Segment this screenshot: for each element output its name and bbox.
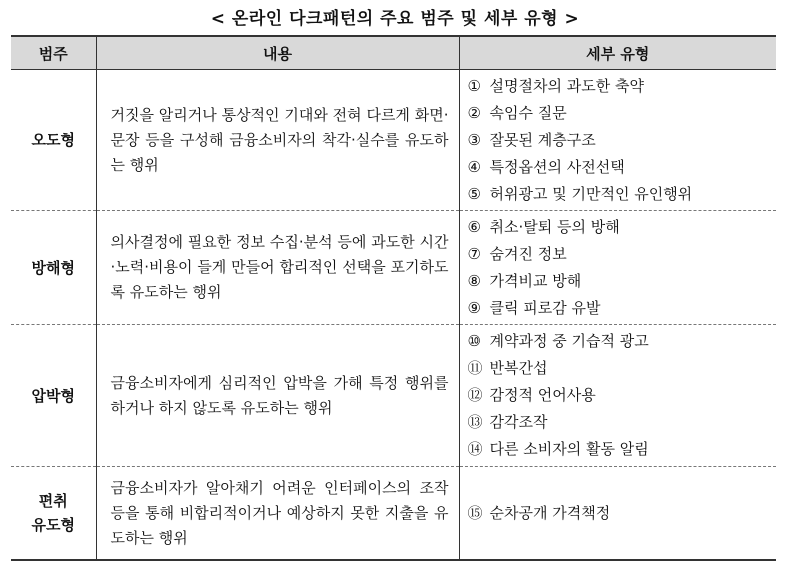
list-item (468, 241, 771, 268)
content-cell (96, 467, 459, 561)
subtype-number: ⑮ (467, 503, 483, 522)
subtype-number: ⑧ (467, 271, 481, 290)
header-content: 내용 (96, 36, 459, 70)
subtype-list (460, 328, 777, 463)
subtypes-cell (459, 467, 776, 561)
table-row (11, 211, 776, 325)
content-cell (96, 70, 459, 211)
subtype-label: 설명절차의 과도한 축약 (489, 76, 644, 95)
list-item (468, 73, 771, 100)
subtype-label: 클릭 피로감 유발 (489, 298, 601, 317)
subtype-label: 순차공개 가격책정 (489, 503, 611, 522)
list-item (468, 382, 771, 409)
subtype-number: ⑬ (467, 413, 483, 431)
list-item (468, 295, 771, 322)
list-item (468, 436, 771, 463)
subtypes-cell (459, 211, 776, 325)
list-item (468, 409, 771, 436)
list-item (468, 214, 771, 241)
category-label-line2: 유도형 (31, 516, 75, 534)
header-subtypes: 세부 유형 (459, 36, 776, 70)
subtype-label: 허위광고 및 기만적인 유인행위 (489, 184, 693, 203)
content-cell (96, 325, 459, 467)
subtypes-cell (459, 325, 776, 467)
content-cell (96, 211, 459, 325)
category-cell (11, 467, 96, 561)
subtype-number: ⑭ (467, 440, 483, 458)
category-label: 오도형 (31, 131, 75, 149)
subtype-number: ⑥ (467, 217, 481, 236)
list-item (468, 500, 771, 527)
category-label: 압박형 (31, 386, 75, 405)
category-cell (11, 325, 96, 467)
list-item (468, 328, 771, 355)
list-item (468, 355, 771, 382)
list-item (468, 268, 771, 295)
subtype-label: 취소·탈퇴 등의 방해 (489, 217, 620, 236)
subtype-number: ⑦ (467, 244, 481, 263)
subtype-label: 계약과정 중 기습적 광고 (489, 332, 649, 350)
subtype-number: ⑤ (467, 184, 481, 203)
subtype-label: 감정적 언어사용 (489, 386, 596, 404)
content-text: 금융소비자에게 심리적인 압박을 가해 특정 행위를 하거나 하지 않도록 유도하는 행위 (110, 373, 449, 417)
table-row (11, 467, 776, 561)
content-text: 의사결정에 필요한 정보 수집·분석 등에 과도한 시간·노력·비용이 들게 만들어 합리적인 선택을 포기하도록 유도하는 행위 (110, 233, 449, 301)
subtype-number: ⑨ (467, 298, 481, 317)
content-text: 금융소비자가 알아채기 어려운 인터페이스의 조작 등을 통해 비합리적이거나 예상하지 못한 지출을 유도하는 행위 (110, 478, 449, 547)
subtype-list (460, 73, 777, 208)
subtype-number: ④ (467, 157, 481, 176)
category-cell (11, 211, 96, 325)
header-row (11, 36, 776, 70)
category-label: 방해형 (31, 258, 75, 277)
dark-pattern-table (11, 35, 776, 561)
page-title: < 온라인 다크패턴의 주요 범주 및 세부 유형 > (210, 9, 580, 29)
subtype-label: 잘못된 계층구조 (489, 130, 596, 149)
category-cell (11, 70, 96, 211)
subtype-number: ⑩ (467, 332, 481, 350)
category-label-line1: 편취 (38, 492, 68, 510)
list-item (468, 154, 771, 181)
list-item (468, 127, 771, 154)
table-row (11, 325, 776, 467)
subtype-number: ⑫ (467, 386, 483, 404)
subtype-label: 반복간섭 (489, 359, 548, 377)
subtype-label: 속임수 질문 (489, 103, 567, 122)
subtype-number: ⑪ (467, 359, 483, 377)
subtype-number: ② (467, 103, 481, 122)
content-text: 거짓을 알리거나 통상적인 기대와 전혀 다르게 화면·문장 등을 구성해 금융소비자의 착각·실수를 유도하는 행위 (110, 105, 449, 174)
list-item (468, 181, 771, 208)
subtype-label: 다른 소비자의 활동 알림 (489, 440, 649, 458)
subtype-label: 숨겨진 정보 (489, 244, 567, 263)
table-row (11, 70, 776, 211)
subtype-label: 가격비교 방해 (489, 271, 582, 290)
subtype-number: ① (467, 76, 481, 95)
subtype-list (460, 214, 777, 322)
subtype-label: 특정옵션의 사전선택 (489, 157, 625, 176)
subtype-label: 감각조작 (489, 413, 548, 431)
subtypes-cell (459, 70, 776, 211)
subtype-list (460, 500, 777, 527)
header-category: 범주 (11, 36, 96, 70)
subtype-number: ③ (467, 130, 481, 149)
list-item (468, 100, 771, 127)
